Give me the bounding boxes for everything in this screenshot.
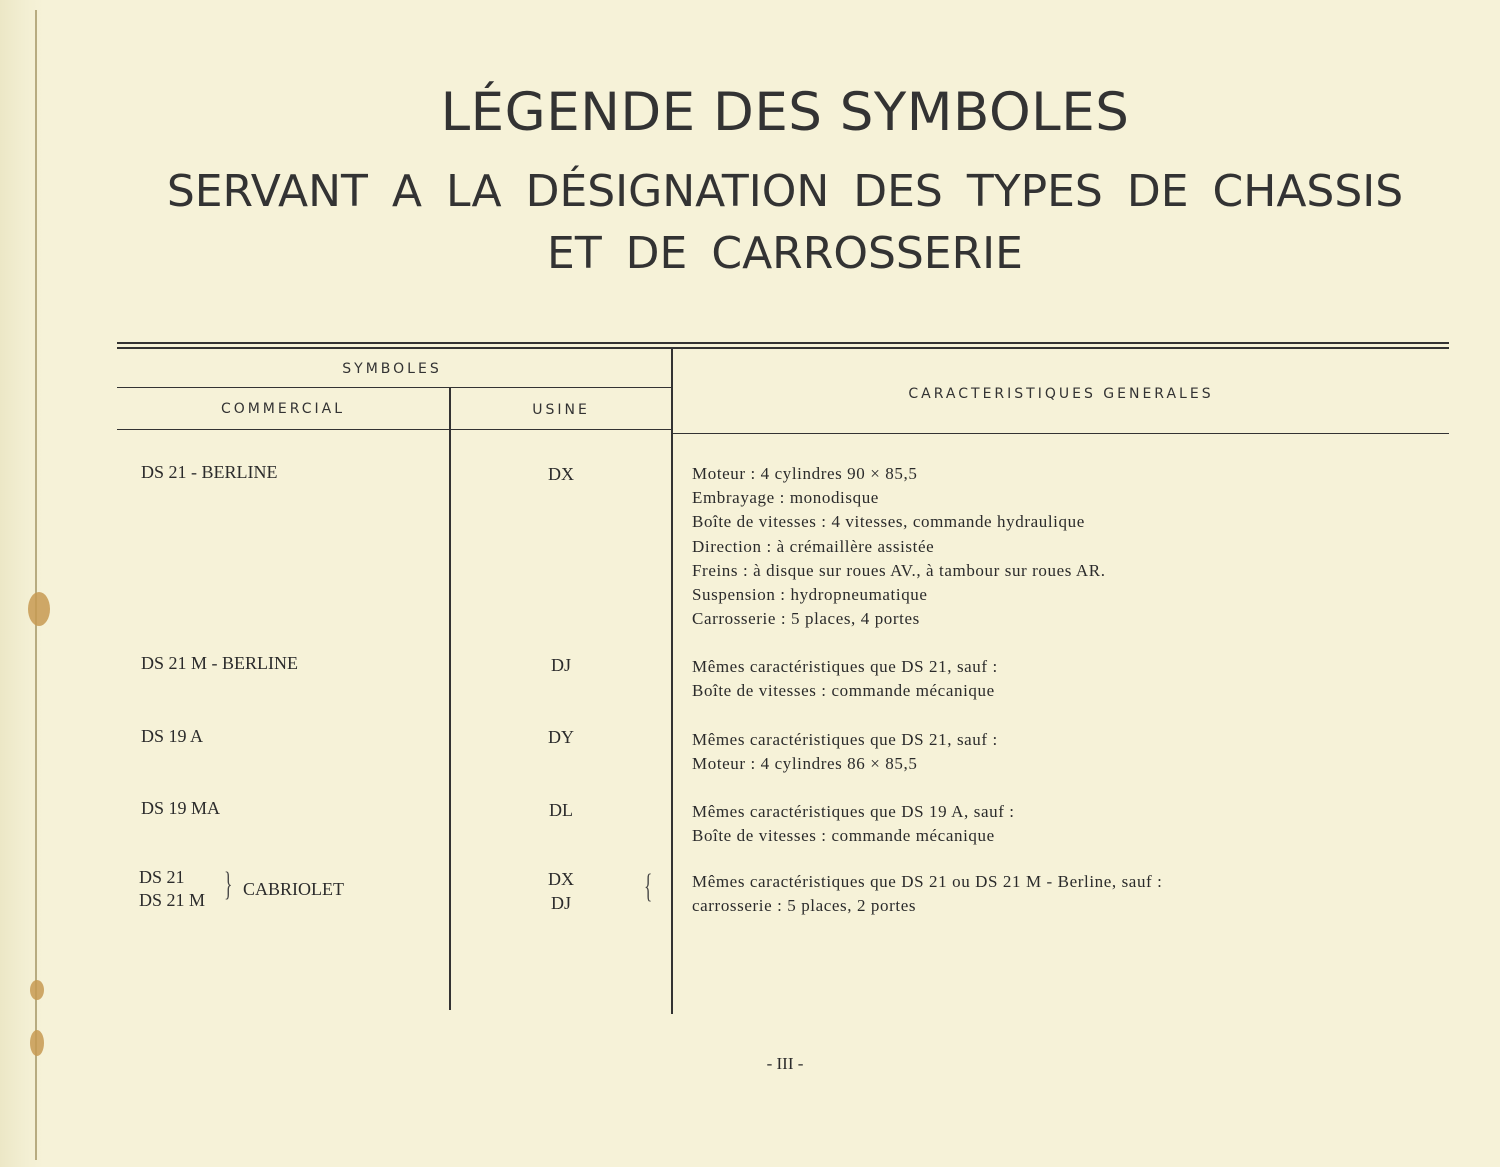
characteristic-line: Freins : à disque sur roues AV., à tambour sur roues AR.	[692, 560, 1106, 580]
table-row-commercial: DS 21 - BERLINE	[141, 462, 278, 482]
table-row-commercial-body: CABRIOLET	[243, 879, 344, 899]
page-number: - III -	[766, 1054, 804, 1073]
header-bottom-rule-right	[673, 433, 1449, 434]
table-row-characteristics	[692, 655, 998, 703]
table-row-commercial: DS 19 A	[141, 726, 204, 746]
paper-stain	[30, 980, 44, 1000]
table-row-usine: DL	[549, 800, 573, 820]
header-bottom-rule-left	[117, 429, 673, 430]
header-caracteristiques: CARACTERISTIQUES GENERALES	[908, 386, 1214, 402]
table-top-rule	[117, 342, 1449, 344]
table-row-commercial-model: DS 21	[139, 867, 185, 887]
characteristic-line: Boîte de vitesses : 4 vitesses, commande hydraulique	[692, 512, 1085, 532]
header-symboles: SYMBOLES	[342, 361, 442, 377]
column-divider-caracteristiques	[671, 348, 673, 1014]
table-row-usine-code: DX	[548, 869, 574, 889]
characteristic-line: Moteur : 4 cylindres 86 × 85,5	[692, 754, 918, 774]
table-row-characteristics	[692, 870, 1162, 918]
table-row-usine: DX	[548, 464, 574, 484]
characteristic-line: Moteur : 4 cylindres 90 × 85,5	[692, 464, 918, 483]
table-row-commercial-model: DS 21 M	[139, 890, 206, 910]
characteristic-line: carrosserie : 5 places, 2 portes	[692, 896, 917, 916]
paper-stain	[30, 1030, 44, 1056]
characteristic-line: Suspension : hydropneumatique	[692, 585, 928, 605]
brace-icon: {	[644, 868, 653, 905]
table-row-commercial: DS 21 M - BERLINE	[141, 653, 298, 673]
header-divider-symboles	[117, 387, 673, 388]
page-title: LÉGENDE DES SYMBOLES	[440, 82, 1130, 143]
characteristic-line: Mêmes caractéristiques que DS 21 ou DS 21 M - Berline, sauf :	[692, 872, 1163, 891]
characteristic-line: Direction : à crémaillère assistée	[692, 536, 935, 556]
table-top-rule-2	[117, 347, 1449, 349]
page-subtitle: SERVANT A LA DÉSIGNATION DES TYPES DE CHASSIS	[166, 166, 1404, 217]
table-row-characteristics	[692, 728, 998, 776]
table-row-usine-code: DJ	[550, 893, 571, 913]
table-row-characteristics	[692, 800, 1015, 848]
page-subtitle-2: ET DE CARROSSERIE	[547, 228, 1023, 279]
characteristic-line: Boîte de vitesses : commande mécanique	[692, 681, 995, 701]
brace-icon: }	[224, 866, 233, 903]
table-row-characteristics	[692, 462, 1106, 631]
table-row-usine: DJ	[550, 655, 571, 675]
characteristic-line: Embrayage : monodisque	[692, 488, 879, 508]
characteristic-line: Mêmes caractéristiques que DS 21, sauf :	[692, 657, 998, 676]
table-row-usine: DY	[548, 727, 574, 747]
characteristic-line: Mêmes caractéristiques que DS 21, sauf :	[692, 730, 998, 749]
characteristic-line: Mêmes caractéristiques que DS 19 A, sauf :	[692, 802, 1015, 821]
header-usine: USINE	[532, 402, 590, 418]
table-row-commercial: DS 19 MA	[141, 798, 221, 818]
header-commercial: COMMERCIAL	[220, 401, 346, 417]
paper-stain	[28, 592, 50, 626]
characteristic-line: Carrosserie : 5 places, 4 portes	[692, 609, 920, 629]
characteristic-line: Boîte de vitesses : commande mécanique	[692, 826, 995, 846]
